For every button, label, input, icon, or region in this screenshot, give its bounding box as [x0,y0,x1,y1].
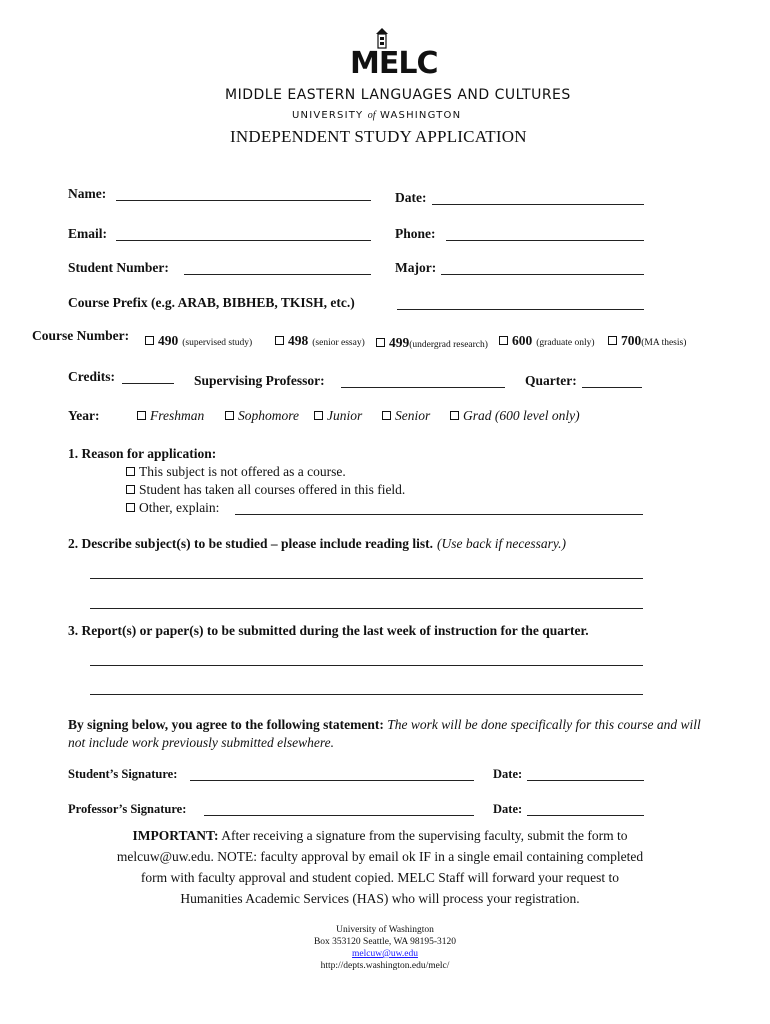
supervising-professor-field[interactable] [341,387,505,388]
course-option-600[interactable] [499,332,595,350]
year-grad-label: Grad [463,408,492,423]
checkbox-junior[interactable] [314,411,323,420]
checkbox-senior[interactable] [382,411,391,420]
year-option-junior[interactable] [314,408,362,424]
checkbox-600[interactable] [499,336,508,345]
important-line-4: Humanities Academic Services (HAS) who will process your registration. [180,891,580,906]
supervising-professor-label: Supervising Professor: [194,373,325,388]
checkbox-freshman[interactable] [137,411,146,420]
professor-signature-field[interactable] [204,815,474,816]
name-label: Name: [68,186,107,201]
footer-email-link[interactable]: melcuw@uw.edu [352,949,418,959]
name-field[interactable] [116,200,371,201]
reason-all-taken-label: Student has taken all courses offered in this field. [139,482,406,497]
quarter-field[interactable] [582,387,642,388]
important-line-3: form with faculty approval and student copied. MELC Staff will forward your request to [140,870,620,885]
professor-signature-date-label: Date: [493,802,523,816]
university-post: WASHINGTON [379,110,462,121]
section3-title: 3. Report(s) or paper(s) to be submitted during the last week of instruction for the quarter. [68,623,589,638]
quarter-label: Quarter: [525,373,577,388]
dept-name: MIDDLE EASTERN LANGUAGES AND CULTURES [225,87,571,103]
important-notice [40,825,720,909]
important-line-2: melcuw@uw.edu. NOTE: faculty approval by email ok IF in a single email containing completed [116,849,644,864]
date-field[interactable] [432,204,644,205]
university-pre: UNIVERSITY [292,110,364,121]
student-signature-date-field[interactable] [527,780,644,781]
footer [285,924,485,972]
year-junior-label: Junior [327,408,363,423]
email-field[interactable] [116,240,371,241]
credits-field[interactable] [122,383,174,384]
signing-statement [68,716,718,752]
student-number-field[interactable] [184,274,371,275]
course-option-498[interactable] [275,332,365,350]
course-number-label: Course Number: [32,328,130,343]
phone-label: Phone: [395,226,436,241]
professor-signature-label: Professor’s Signature: [68,802,187,816]
year-label: Year: [68,408,100,423]
year-option-senior[interactable] [382,408,430,424]
checkbox-grad[interactable] [450,411,459,420]
course-700-note: (MA thesis) [641,338,687,348]
course-498-note: (senior essay) [312,338,365,348]
section2-note: (Use back if necessary.) [437,536,566,551]
course-option-700[interactable] [608,332,686,350]
checkbox-700[interactable] [608,336,617,345]
footer-url[interactable]: http://depts.washington.edu/melc/ [320,961,450,971]
checkbox-498[interactable] [275,336,284,345]
course-600-num: 600 [512,333,533,348]
credits-label: Credits: [68,369,115,384]
section2-line-2[interactable] [90,608,643,609]
reason-option-not-offered[interactable] [126,464,346,480]
course-490-note: (supervised study) [182,338,253,348]
other-explain-field[interactable] [235,514,643,515]
university-name [292,110,461,121]
student-signature-date-label: Date: [493,767,523,781]
section3-line-1[interactable] [90,665,643,666]
year-option-freshman[interactable] [137,408,204,424]
course-option-499[interactable] [376,334,488,352]
statement-italic-2: not include work previously submitted elsewhere. [68,735,334,750]
important-line-1 [40,825,720,846]
date-label: Date: [395,190,427,205]
email-label: Email: [68,226,107,241]
year-grad-note: (600 level only) [494,408,580,423]
statement-lead: By signing below, you agree to the following statement: [68,717,384,732]
university-of: of [367,110,376,121]
course-499-note: (undergrad research) [409,340,488,350]
phone-field[interactable] [446,240,644,241]
section2-title: 2. Describe subject(s) to be studied – please include reading list. [68,536,433,551]
professor-signature-date-field[interactable] [527,815,644,816]
section3-line-2[interactable] [90,694,643,695]
reason-other-label: Other, explain: [139,500,220,515]
course-prefix-label: Course Prefix (e.g. ARAB, BIBHEB, TKISH, etc.) [68,295,355,310]
checkbox-490[interactable] [145,336,154,345]
important-text-1: After receiving a signature from the supervising faculty, submit the form to [221,828,628,843]
course-499-num: 499 [389,335,410,350]
course-option-490[interactable] [145,332,252,350]
reason-option-all-taken[interactable] [126,482,405,498]
year-freshman-label: Freshman [150,408,205,423]
student-signature-field[interactable] [190,780,474,781]
major-field[interactable] [441,274,644,275]
reason-option-other[interactable] [126,500,219,516]
course-490-num: 490 [158,333,179,348]
footer-university: University of Washington [336,925,434,935]
section2-line-1[interactable] [90,578,643,579]
year-senior-label: Senior [395,408,431,423]
student-signature-label: Student’s Signature: [68,767,178,781]
checkbox-not-offered[interactable] [126,467,135,476]
footer-address: Box 353120 Seattle, WA 98195-3120 [313,937,457,947]
year-option-sophomore[interactable] [225,408,299,424]
year-sophomore-label: Sophomore [238,408,299,423]
checkbox-499[interactable] [376,338,385,347]
major-label: Major: [395,260,437,275]
important-label: IMPORTANT: [132,828,219,843]
section2-heading [68,535,566,553]
checkbox-sophomore[interactable] [225,411,234,420]
course-700-num: 700 [621,333,642,348]
course-498-num: 498 [288,333,309,348]
section1-title: 1. Reason for application: [68,446,217,461]
student-number-label: Student Number: [68,260,169,275]
year-option-grad[interactable] [450,408,580,424]
reason-not-offered-label: This subject is not offered as a course. [139,464,346,479]
course-prefix-field[interactable] [397,309,644,310]
form-title: INDEPENDENT STUDY APPLICATION [230,127,527,146]
course-600-note: (graduate only) [536,338,595,348]
logo-text: MELC [350,46,438,81]
checkbox-all-taken[interactable] [126,485,135,494]
statement-italic-1: The work will be done specifically for this course and will [387,717,701,732]
checkbox-other[interactable] [126,503,135,512]
